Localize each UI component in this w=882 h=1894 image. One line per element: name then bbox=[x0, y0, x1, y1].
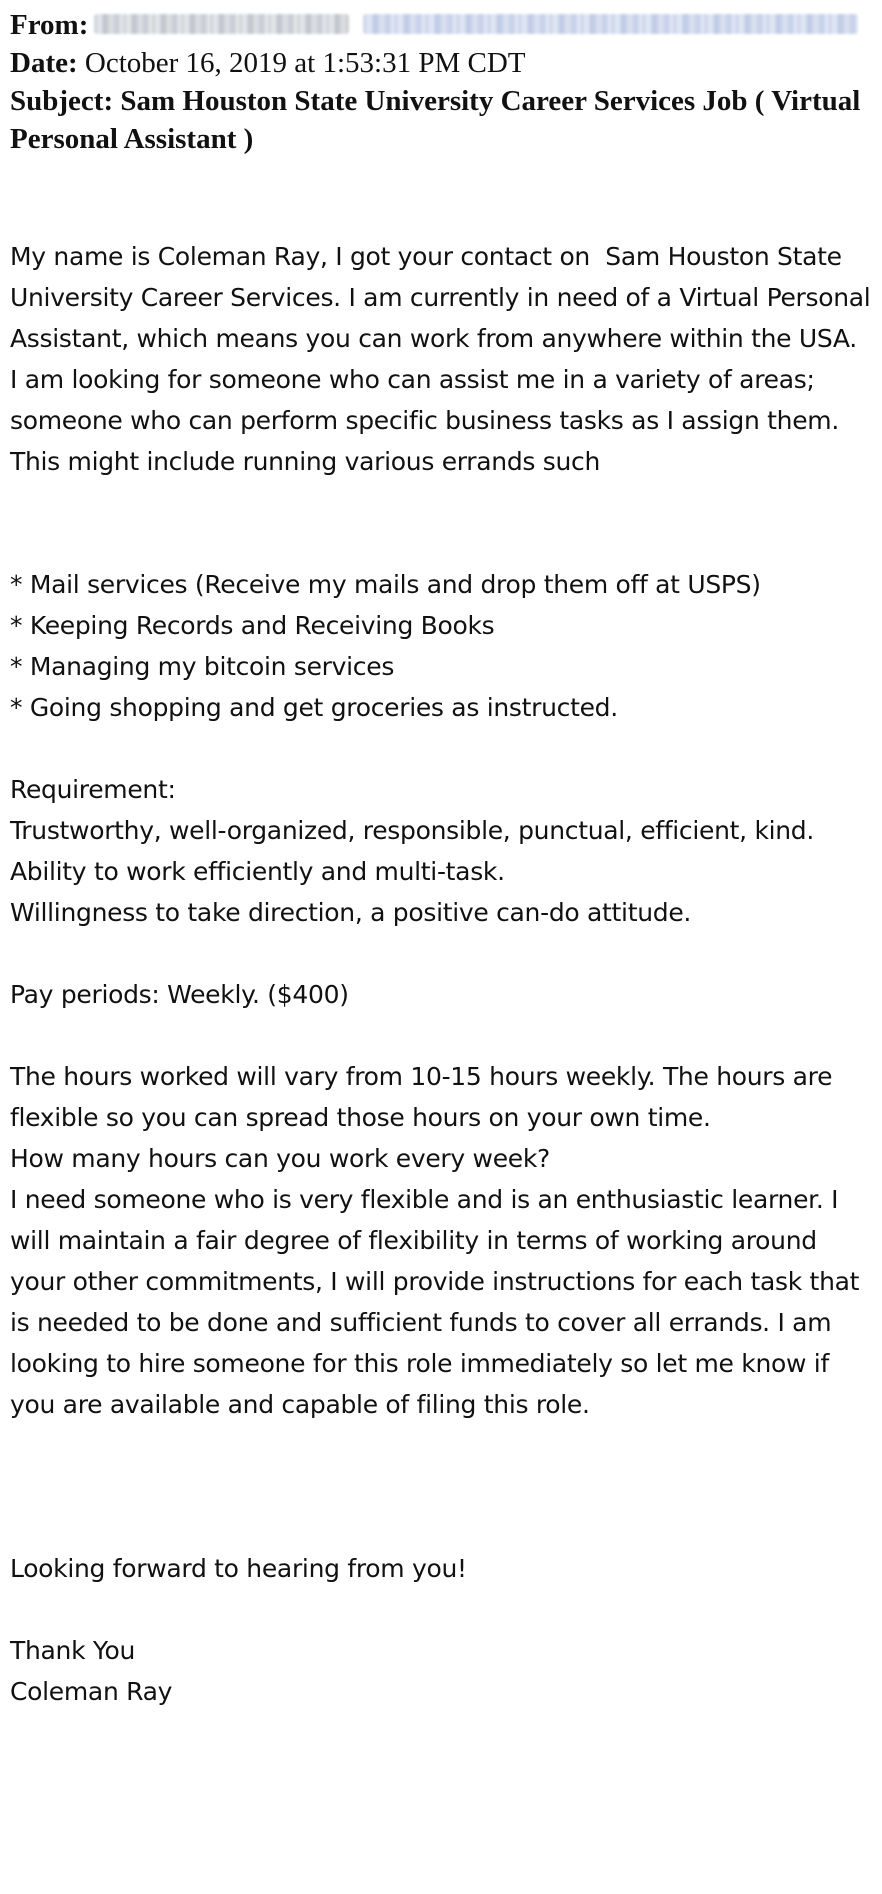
task-list bbox=[10, 564, 875, 728]
requirement-item: Ability to work efficiently and multi-task. bbox=[10, 857, 505, 886]
intro-paragraph: My name is Coleman Ray, I got your contact on Sam Houston State University Career Services. I am currently in need of a Virtual Personal Assistant, which means you can work from anywhere within the USA. I am looking for someone who can assist me in a variety of areas; someone who can perform specific business tasks as I assign them. This might include running various errands such bbox=[10, 242, 879, 476]
requirement-item: Willingness to take direction, a positive can-do attitude. bbox=[10, 898, 692, 927]
flexibility-paragraph: I need someone who is very flexible and is an enthusiastic learner. I will maintain a fair degree of flexibility in terms of working around your other commitments, I will provide instructions for each task that is needed to be done and sufficient funds to cover all errands. I am looking to hire someone for this role immediately so let me know if you are available and capable of filing this role. bbox=[10, 1185, 867, 1419]
email-body bbox=[10, 236, 879, 1712]
date-value: October 16, 2019 at 1:53:31 PM CDT bbox=[84, 47, 526, 79]
signoff-line: Thank You bbox=[10, 1636, 136, 1665]
task-item: * Managing my bitcoin services bbox=[10, 652, 395, 681]
task-item: * Going shopping and get groceries as instructed. bbox=[10, 693, 618, 722]
date-row bbox=[10, 44, 875, 82]
date-label: Date: bbox=[10, 47, 78, 79]
email-header bbox=[10, 6, 875, 158]
from-label: From: bbox=[10, 9, 89, 41]
hours-paragraph: The hours worked will vary from 10-15 hours weekly. The hours are flexible so you can spread those hours on your own time. bbox=[10, 1062, 840, 1132]
pay-line: Pay periods: Weekly. ($400) bbox=[10, 980, 349, 1009]
task-item: * Mail services (Receive my mails and drop them off at USPS) bbox=[10, 570, 761, 599]
requirement-item: Trustworthy, well-organized, responsible, punctual, efficient, kind. bbox=[10, 816, 815, 845]
subject-label: Subject: bbox=[10, 85, 114, 117]
closing-line: Looking forward to hearing from you! bbox=[10, 1554, 467, 1583]
email-message bbox=[10, 0, 879, 1712]
subject-row bbox=[10, 82, 875, 158]
redacted-sender-email bbox=[363, 14, 858, 34]
task-item: * Keeping Records and Receiving Books bbox=[10, 611, 495, 640]
redacted-sender-name bbox=[94, 14, 349, 34]
requirement-title: Requirement: bbox=[10, 775, 176, 804]
hours-question: How many hours can you work every week? bbox=[10, 1144, 550, 1173]
subject-value: Sam Houston State University Career Services Job ( Virtual Personal Assistant ) bbox=[10, 85, 861, 155]
from-row bbox=[10, 6, 875, 44]
signature-name: Coleman Ray bbox=[10, 1677, 173, 1706]
